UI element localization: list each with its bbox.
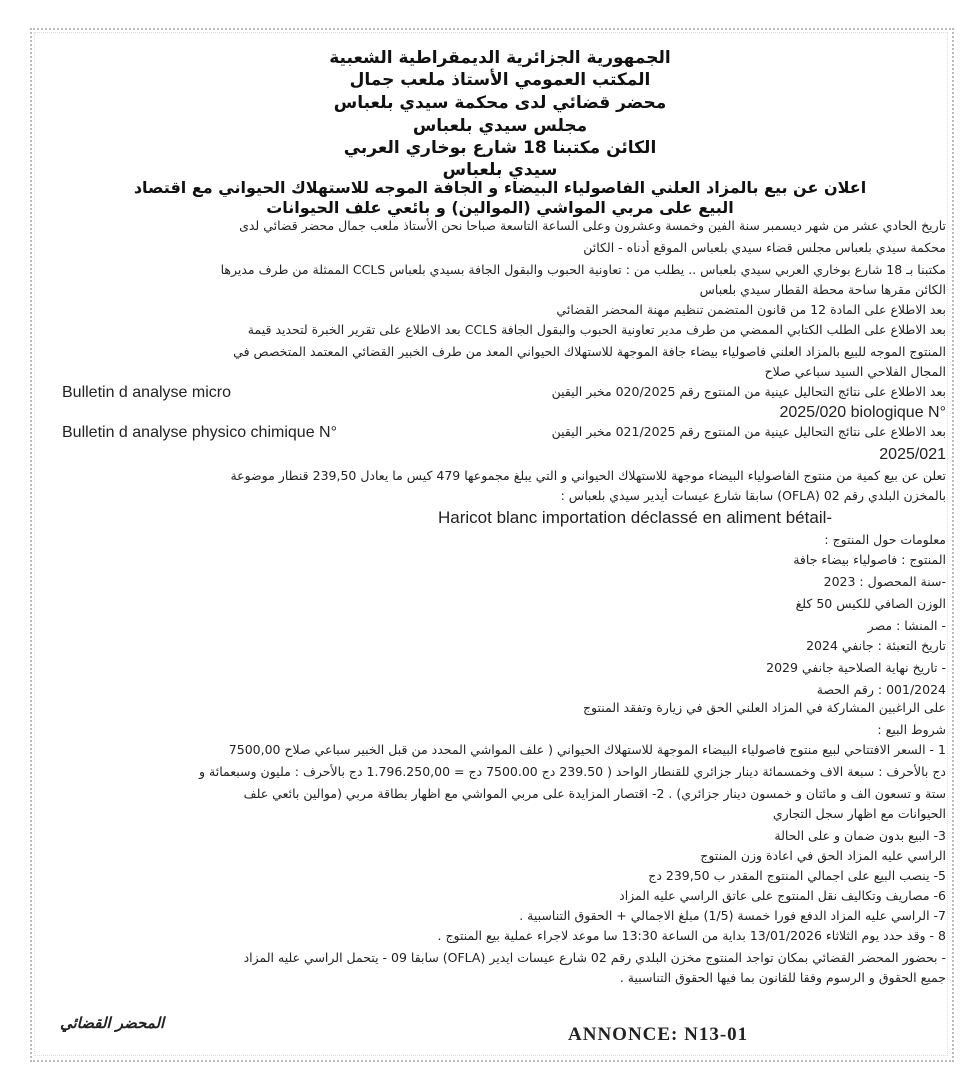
body-line [62, 596, 946, 611]
body-line [62, 682, 946, 697]
body-line [62, 700, 946, 715]
body-line [62, 574, 946, 589]
body-line [62, 218, 946, 233]
body-line [62, 424, 946, 442]
body-line [62, 488, 946, 503]
body-line-text: 7- الراسي عليه المزاد الدفع فورا خمسة (1/5) مبلغ الاجمالي + الحقوق التناسبية . [519, 908, 946, 923]
body-line [62, 806, 946, 821]
body-line [62, 282, 946, 297]
body-line-text: على الراغبين المشاركة في المزاد العلني الحق في زيارة وتفقد المنتوج [582, 700, 946, 715]
body-line [62, 868, 946, 883]
body-line-text: ستة و تسعون الف و مائتان و خمسون دينار جزائري) . 2- اقتصار المزايدة على مربي المواشي مع اظهار بطاقة مربي (موالين بائعي علف [243, 786, 946, 801]
body-line [62, 908, 946, 923]
body-line [62, 764, 946, 779]
bulletin-reference: Bulletin d analyse physico chimique N° [62, 424, 337, 441]
announcement-title: البيع على مربي المواشي (الموالين) و بائعي علف الحيوانات [266, 198, 734, 217]
body-line-text: - تاريخ نهاية الصلاحية جانفي 2029 [766, 660, 946, 675]
body-line-text: 3- البيع بدون ضمان و على الحالة [774, 828, 946, 843]
bulletin-reference: Bulletin d analyse micro [62, 384, 231, 401]
body-line [62, 888, 946, 903]
body-line [62, 742, 946, 757]
body-line [62, 532, 946, 547]
body-line-text: 2025/021 [879, 446, 946, 463]
body-line-text: جميع الحقوق و الرسوم وفقا للقانون بما فيها الحقوق التناسبية . [619, 970, 946, 985]
header-line: سيدي بلعباس [442, 160, 558, 180]
body-line-text: محكمة سيدي بلعباس مجلس قضاء سيدي بلعباس الموقع أدناه - الكائن [583, 240, 946, 255]
body-line-text: 5- ينصب البيع على اجمالي المنتوج المقدر ب 239,50 دج [648, 868, 946, 883]
body-line-text: 001/2024 : رقم الحصة [816, 682, 946, 697]
body-line-text: المنتوج الموجه للبيع بالمزاد العلني فاصولياء بيضاء جافة الموجهة للاستهلاك الحيواني المعد من طرف الخبير القضائي المعتمد المتخصص في [233, 344, 946, 359]
body-line [62, 848, 946, 863]
body-line-text: بعد الاطلاع على المادة 12 من قانون المتضمن تنظيم مهنة المحضر القضائي [556, 302, 946, 317]
header-line: الجمهورية الجزائرية الديمقراطية الشعبية [329, 48, 671, 68]
body-line-text: بعد الاطلاع على نتائج التحاليل عينية من المنتوج رقم 020/2025 مخبر اليقين [551, 384, 946, 399]
body-line-text: دج بالأحرف : سبعة الاف وخمسمائة دينار جزائري للقنطار الواحد ( 239.50 دج 7500.00 دج = 1.796.250,00 دج بالأحرف : مليون وسبعمائة و [199, 764, 946, 779]
header-line: الكائن مكتبنا 18 شارع بوخاري العربي [343, 138, 657, 158]
body-line-text: 1 - السعر الافتتاحي لبيع منتوج فاصولياء البيضاء الموجهة للاستهلاك الحيواني ( علف المواشي المحدد من قبل الخبير سباعي صلاح 7500,00 [228, 742, 946, 757]
body-line-text: 8 - وقد حدد يوم الثلاثاء 13/01/2026 بداية من الساعة 13:30 سا موعد لاجراء عملية بيع المنتوج . [437, 928, 946, 943]
body-line-text: الوزن الصافي للكيس 50 كلغ [795, 596, 946, 611]
header-line: محضر قضائي لدى محكمة سيدي بلعباس [333, 93, 667, 113]
body-line [438, 508, 938, 528]
body-line [62, 404, 946, 422]
body-line-text: معلومات حول المنتوج : [824, 532, 946, 547]
body-line [62, 262, 946, 277]
header-line: المكتب العمومي الأستاذ ملعب جمال [349, 70, 651, 90]
body-line-text: شروط البيع : [877, 722, 946, 737]
body-line-text: المجال الفلاحي السيد سباعي صلاح [764, 364, 946, 379]
body-line [62, 828, 946, 843]
body-line-text: الكائن مقرها ساحة محطة القطار سيدي بلعباس [699, 282, 946, 297]
body-line [62, 344, 946, 359]
body-line-text: تاريخ الحادي عشر من شهر ديسمبر سنة الفين وخمسة وعشرون وعلى الساعة التاسعة صباحا نحن الأستاذ ملعب جمال محضر قضائي لدى [239, 218, 946, 233]
body-line [62, 786, 946, 801]
body-line-text: -سنة المحصول : 2023 [823, 574, 946, 589]
signature-bailiff: المحضر القضائي [60, 1014, 165, 1032]
body-line [62, 364, 946, 379]
body-line-text: تاريخ التعبئة : جانفي 2024 [806, 638, 946, 653]
body-line [62, 468, 946, 483]
body-line-text: بالمخزن البلدي رقم 02 (OFLA) سابقا شارع عيسات أيدير سيدي بلعباس : [560, 488, 946, 503]
body-line [62, 384, 946, 402]
body-line-text: بعد الاطلاع على الطلب الكتابي الممضي من طرف مدير تعاونية الحبوب والبقول الجافة CCLS بعد الاطلاع على تقرير الخبرة لتحديد قيمة [247, 322, 946, 337]
body-line-text: مكتبنا بـ 18 شارع بوخاري العربي سيدي بلعباس .. يطلب من : تعاونية الحبوب والبقول الجافة بسيدي بلعباس CCLS الممثلة من طرف مديرها [220, 262, 946, 277]
body-line [62, 302, 946, 317]
body-line-text: - بحضور المحضر القضائي بمكان تواجد المنتوج مخزن البلدي رقم 02 شارع عيسات ايدير (OFLA) سابقا 09 - يتحمل الراسي عليه المزاد [243, 950, 946, 965]
body-line-text: تعلن عن بيع كمية من منتوج الفاصولياء البيضاء موجهة للاستهلاك الحيواني و التي يبلغ مجموعها 479 كيس ما يعادل 239,50 قنطار موضوعة [230, 468, 946, 483]
header-line: مجلس سيدي بلعباس [412, 116, 588, 136]
body-line-text: المنتوج : فاصولياء بيضاء جافة [793, 552, 946, 567]
body-line-text: Haricot blanc importation déclassé en aliment bétail- [438, 508, 833, 527]
body-line [62, 322, 946, 337]
body-line [62, 552, 946, 567]
body-line-text: الراسي عليه المزاد الحق في اعادة وزن المنتوج [700, 848, 946, 863]
body-line [62, 722, 946, 737]
announcement-number: ANNONCE: N13-01 [568, 1024, 749, 1045]
body-line [62, 240, 946, 255]
body-line [62, 446, 946, 464]
body-line [62, 928, 946, 943]
body-line-text: 2025/020 biologique N° [779, 404, 946, 421]
body-line-text: 6- مصاريف وتكاليف نقل المنتوج على عاتق الراسي عليه المزاد [619, 888, 946, 903]
body-line-text: - المنشا : مصر [867, 618, 946, 633]
body-line [62, 970, 946, 985]
body-line [62, 660, 946, 675]
body-line [62, 618, 946, 633]
body-line-text: بعد الاطلاع على نتائج التحاليل عينية من المنتوج رقم 021/2025 مخبر اليقين [551, 424, 946, 439]
body-line-text: الحيوانات مع اظهار سجل التجاري [772, 806, 946, 821]
body-line [62, 950, 946, 965]
body-line [62, 638, 946, 653]
announcement-title: اعلان عن بيع بالمزاد العلني الفاصولياء البيضاء و الجافة الموجه للاستهلاك الحيواني مع اقتصاد [133, 178, 867, 197]
